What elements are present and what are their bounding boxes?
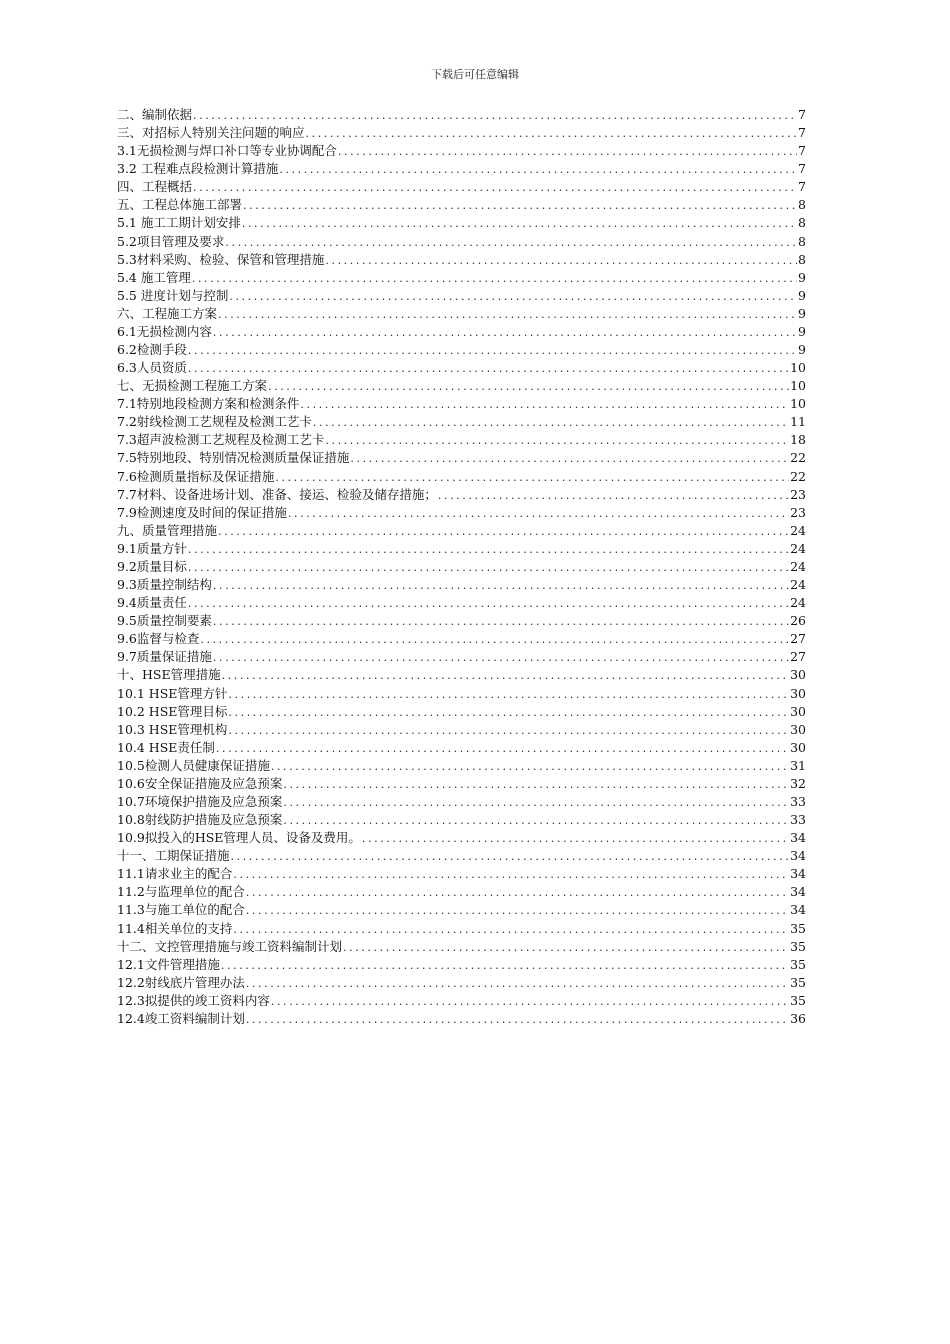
- toc-entry-page-number: 8: [798, 197, 806, 213]
- toc-entry-title[interactable]: 6.2检测手段: [117, 342, 187, 358]
- toc-entry-title[interactable]: 七、无损检测工程施工方案: [117, 378, 268, 394]
- toc-entry[interactable]: [117, 251, 806, 269]
- toc-entry-page-number: 32: [790, 775, 806, 791]
- toc-entry-title[interactable]: 9.3质量控制结构: [117, 577, 212, 593]
- toc-entry[interactable]: [117, 721, 806, 739]
- toc-entry-title[interactable]: 7.9检测速度及时间的保证措施: [117, 504, 287, 520]
- toc-entry-page-number: 10: [790, 396, 806, 412]
- toc-entry[interactable]: [117, 666, 806, 684]
- toc-dot-leader: [283, 794, 789, 811]
- toc-dot-leader: [300, 396, 789, 413]
- toc-entry[interactable]: [117, 431, 806, 449]
- toc-entry-title[interactable]: 10.5检测人员健康保证措施: [117, 757, 270, 773]
- toc-entry-title[interactable]: 六、工程施工方案: [117, 305, 218, 321]
- toc-entry-title[interactable]: 11.3与施工单位的配合: [117, 902, 245, 918]
- toc-entry[interactable]: [117, 540, 806, 558]
- toc-entry-page-number: 31: [790, 757, 806, 773]
- toc-dot-leader: [213, 649, 789, 666]
- toc-entry-page-number: 9: [798, 342, 806, 358]
- toc-entry[interactable]: [117, 829, 806, 847]
- toc-dot-leader: [213, 324, 797, 341]
- toc-entry-page-number: 11: [790, 414, 806, 430]
- toc-entry[interactable]: [117, 576, 806, 594]
- toc-entry-page-number: 22: [790, 468, 806, 484]
- toc-entry-page-number: 33: [790, 812, 806, 828]
- toc-entry-page-number: 9: [798, 323, 806, 339]
- toc-entry[interactable]: [117, 196, 806, 214]
- toc-entry-page-number: 22: [790, 450, 806, 466]
- toc-entry-title[interactable]: 9.6监督与检查: [117, 631, 200, 647]
- toc-dot-leader: [338, 143, 797, 160]
- toc-entry-page-number: 34: [790, 848, 806, 864]
- toc-entry-title[interactable]: 7.2射线检测工艺规程及检测工艺卡: [117, 414, 312, 430]
- toc-dot-leader: [200, 631, 789, 648]
- toc-entry-title[interactable]: 三、对招标人特别关注问题的响应: [117, 125, 305, 141]
- toc-entry-page-number: 18: [790, 432, 806, 448]
- toc-dot-leader: [188, 541, 789, 558]
- toc-entry-page-number: 35: [790, 920, 806, 936]
- toc-dot-leader: [193, 179, 797, 196]
- toc-entry[interactable]: [117, 865, 806, 883]
- toc-entry-page-number: 23: [790, 486, 806, 502]
- toc-entry[interactable]: [117, 449, 806, 467]
- toc-dot-leader: [343, 939, 789, 956]
- toc-entry-page-number: 35: [790, 938, 806, 954]
- toc-entry[interactable]: [117, 739, 806, 757]
- toc-dot-leader: [188, 342, 797, 359]
- toc-entry[interactable]: [117, 486, 806, 504]
- toc-dot-leader: [192, 270, 797, 287]
- toc-dot-leader: [228, 704, 789, 721]
- toc-entry[interactable]: [117, 468, 806, 486]
- toc-dot-leader: [188, 360, 789, 377]
- toc-entry-page-number: 7: [798, 179, 806, 195]
- toc-dot-leader: [213, 613, 789, 630]
- toc-entry-page-number: 27: [790, 649, 806, 665]
- toc-entry[interactable]: [117, 504, 806, 522]
- toc-entry-page-number: 10: [790, 378, 806, 394]
- toc-entry-page-number: 8: [798, 233, 806, 249]
- toc-entry-title[interactable]: 5.1 施工工期计划安排: [117, 215, 241, 231]
- toc-dot-leader: [306, 125, 798, 142]
- toc-dot-leader: [233, 866, 789, 883]
- toc-dot-leader: [221, 957, 789, 974]
- toc-entry[interactable]: [117, 612, 806, 630]
- toc-entry[interactable]: [117, 395, 806, 413]
- toc-entry-title[interactable]: 3.2 工程难点段检测计算措施: [117, 161, 279, 177]
- toc-entry-title[interactable]: 5.4 施工管理: [117, 269, 191, 285]
- toc-entry-page-number: 36: [790, 1010, 806, 1026]
- toc-entry-page-number: 33: [790, 793, 806, 809]
- toc-dot-leader: [438, 487, 789, 504]
- toc-entry-title[interactable]: 9.5质量控制要素: [117, 613, 212, 629]
- toc-entry[interactable]: [117, 377, 806, 395]
- toc-dot-leader: [362, 830, 789, 847]
- toc-entry[interactable]: [117, 974, 806, 992]
- toc-dot-leader: [242, 215, 797, 232]
- toc-entry[interactable]: [117, 956, 806, 974]
- toc-entry-page-number: 24: [790, 522, 806, 538]
- toc-entry-title[interactable]: 6.1无损检测内容: [117, 323, 212, 339]
- toc-entry[interactable]: [117, 305, 806, 323]
- toc-entry-title[interactable]: 9.4质量责任: [117, 595, 187, 611]
- toc-entry-title[interactable]: 7.5特别地段、特别情况检测质量保证措施: [117, 450, 350, 466]
- toc-entry-title[interactable]: 十一、工期保证措施: [117, 848, 230, 864]
- toc-entry[interactable]: [117, 106, 806, 124]
- toc-entry-title[interactable]: 10.6安全保证措施及应急预案: [117, 775, 283, 791]
- toc-entry-page-number: 10: [790, 360, 806, 376]
- toc-entry[interactable]: [117, 124, 806, 142]
- toc-entry-title[interactable]: 10.2 HSE管理目标: [117, 703, 228, 719]
- toc-entry[interactable]: [117, 992, 806, 1010]
- toc-dot-leader: [288, 505, 789, 522]
- toc-entry[interactable]: [117, 648, 806, 666]
- toc-entry[interactable]: [117, 594, 806, 612]
- toc-entry-page-number: 7: [798, 143, 806, 159]
- toc-entry-title[interactable]: 10.3 HSE管理机构: [117, 721, 228, 737]
- toc-dot-leader: [218, 306, 797, 323]
- toc-entry-page-number: 34: [790, 830, 806, 846]
- toc-dot-leader: [233, 921, 789, 938]
- toc-entry-title[interactable]: 九、质量管理措施: [117, 522, 218, 538]
- toc-entry-title[interactable]: 11.1请求业主的配合: [117, 866, 233, 882]
- toc-entry-page-number: 9: [798, 269, 806, 285]
- toc-entry-page-number: 24: [790, 540, 806, 556]
- toc-dot-leader: [268, 378, 789, 395]
- toc-dot-leader: [228, 686, 789, 703]
- toc-entry-page-number: 35: [790, 974, 806, 990]
- toc-dot-leader: [218, 523, 789, 540]
- toc-entry-title[interactable]: 5.5 进度计划与控制: [117, 287, 229, 303]
- toc-dot-leader: [243, 197, 797, 214]
- toc-entry-title[interactable]: 11.2与监理单位的配合: [117, 884, 245, 900]
- toc-entry-title[interactable]: 5.3材料采购、检验、保管和管理措施: [117, 251, 325, 267]
- toc-entry-title[interactable]: 四、工程概括: [117, 179, 193, 195]
- toc-entry[interactable]: [117, 938, 806, 956]
- toc-entry-title[interactable]: 10.1 HSE管理方针: [117, 685, 228, 701]
- toc-dot-leader: [350, 450, 789, 467]
- toc-dot-leader: [229, 288, 797, 305]
- toc-entry-title[interactable]: 10.4 HSE责任制: [117, 739, 215, 755]
- toc-entry[interactable]: [117, 775, 806, 793]
- toc-entry-title[interactable]: 10.7环境保护措施及应急预案: [117, 793, 283, 809]
- toc-dot-leader: [228, 722, 789, 739]
- toc-entry[interactable]: [117, 685, 806, 703]
- toc-entry[interactable]: [117, 323, 806, 341]
- toc-dot-leader: [246, 902, 789, 919]
- toc-dot-leader: [325, 432, 789, 449]
- toc-entry-page-number: 30: [790, 685, 806, 701]
- toc-entry-title[interactable]: 7.7材料、设备进场计划、准备、接运、检验及储存措施；: [117, 486, 437, 502]
- toc-entry[interactable]: [117, 703, 806, 721]
- toc-entry[interactable]: [117, 142, 806, 160]
- toc-entry-title[interactable]: 9.7质量保证措施: [117, 649, 212, 665]
- toc-entry[interactable]: [117, 1010, 806, 1028]
- toc-entry-page-number: 35: [790, 992, 806, 1008]
- toc-entry-title[interactable]: 5.2项目管理及要求: [117, 233, 225, 249]
- toc-entry-title[interactable]: 12.1文件管理措施: [117, 956, 220, 972]
- toc-entry[interactable]: [117, 233, 806, 251]
- toc-dot-leader: [213, 577, 789, 594]
- toc-entry-title[interactable]: 9.2质量目标: [117, 558, 187, 574]
- toc-entry-page-number: 34: [790, 902, 806, 918]
- toc-dot-leader: [271, 758, 789, 775]
- toc-entry-title[interactable]: 10.8射线防护措施及应急预案: [117, 812, 283, 828]
- toc-entry[interactable]: [117, 522, 806, 540]
- toc-entry-page-number: 34: [790, 884, 806, 900]
- toc-entry-page-number: 30: [790, 703, 806, 719]
- toc-entry-page-number: 30: [790, 739, 806, 755]
- toc-entry[interactable]: [117, 214, 806, 232]
- toc-entry-page-number: 24: [790, 595, 806, 611]
- toc-dot-leader: [313, 414, 789, 431]
- toc-entry[interactable]: [117, 901, 806, 919]
- toc-entry[interactable]: [117, 630, 806, 648]
- toc-dot-leader: [188, 595, 789, 612]
- toc-entry-page-number: 23: [790, 504, 806, 520]
- toc-entry-page-number: 7: [798, 125, 806, 141]
- toc-entry-title[interactable]: 二、编制依据: [117, 107, 193, 122]
- toc-entry-page-number: 8: [798, 215, 806, 231]
- toc-entry[interactable]: [117, 359, 806, 377]
- toc-entry-title[interactable]: 6.3人员资质: [117, 360, 187, 376]
- toc-entry-title[interactable]: 3.1无损检测与焊口补口等专业协调配合: [117, 143, 337, 159]
- toc-dot-leader: [271, 993, 789, 1010]
- toc-dot-leader: [216, 740, 789, 757]
- toc-dot-leader: [188, 559, 789, 576]
- toc-dot-leader: [222, 667, 790, 684]
- toc-entry-page-number: 30: [790, 667, 806, 683]
- toc-entry-title[interactable]: 12.2射线底片管理办法: [117, 974, 245, 990]
- toc-dot-leader: [246, 975, 789, 992]
- toc-entry[interactable]: [117, 920, 806, 938]
- page-header: 下载后可任意编辑: [431, 68, 519, 81]
- toc-entry-title[interactable]: 7.6检测质量指标及保证措施: [117, 468, 275, 484]
- toc-entry-page-number: 7: [798, 107, 806, 122]
- toc-entry[interactable]: [117, 269, 806, 287]
- toc-entry-title[interactable]: 9.1质量方针: [117, 540, 187, 556]
- toc-entry[interactable]: [117, 847, 806, 865]
- toc-entry-title[interactable]: 12.4竣工资料编制计划: [117, 1010, 245, 1026]
- toc-entry-title[interactable]: 五、工程总体施工部署: [117, 197, 243, 213]
- toc-entry-title[interactable]: 12.3拟提供的竣工资料内容: [117, 992, 270, 1008]
- toc-entry[interactable]: [117, 341, 806, 359]
- toc-entry-page-number: 35: [790, 956, 806, 972]
- toc-entry-title[interactable]: 7.3超声波检测工艺规程及检测工艺卡: [117, 432, 325, 448]
- toc-dot-leader: [231, 848, 790, 865]
- toc-entry-page-number: 27: [790, 631, 806, 647]
- toc-dot-leader: [225, 234, 797, 251]
- toc-entry[interactable]: [117, 558, 806, 576]
- toc-dot-leader: [279, 161, 797, 178]
- toc-entry[interactable]: [117, 413, 806, 431]
- table-of-contents: [117, 106, 806, 1028]
- toc-entry[interactable]: [117, 757, 806, 775]
- toc-entry-page-number: 24: [790, 577, 806, 593]
- toc-entry[interactable]: [117, 287, 806, 305]
- toc-dot-leader: [283, 776, 789, 793]
- toc-entry-title[interactable]: 7.1特别地段检测方案和检测条件: [117, 396, 300, 412]
- toc-entry[interactable]: [117, 883, 806, 901]
- toc-entry[interactable]: [117, 793, 806, 811]
- toc-entry[interactable]: [117, 160, 806, 178]
- toc-entry-page-number: 34: [790, 866, 806, 882]
- toc-entry-title[interactable]: 10.9拟投入的HSE管理人员、设备及费用。: [117, 830, 361, 846]
- toc-entry-page-number: 24: [790, 558, 806, 574]
- toc-dot-leader: [325, 252, 797, 269]
- toc-entry-page-number: 8: [798, 251, 806, 267]
- toc-entry-page-number: 30: [790, 721, 806, 737]
- toc-entry-page-number: 26: [790, 613, 806, 629]
- toc-dot-leader: [246, 1011, 789, 1028]
- toc-dot-leader: [193, 107, 797, 124]
- toc-entry-page-number: 7: [798, 161, 806, 177]
- toc-dot-leader: [246, 884, 789, 901]
- toc-dot-leader: [275, 469, 789, 486]
- toc-entry[interactable]: [117, 811, 806, 829]
- toc-entry-title[interactable]: 11.4相关单位的支持: [117, 920, 233, 936]
- toc-entry[interactable]: [117, 178, 806, 196]
- toc-dot-leader: [283, 812, 789, 829]
- toc-entry-page-number: 9: [798, 305, 806, 321]
- toc-entry-title[interactable]: 十、HSE管理措施: [117, 667, 221, 683]
- toc-entry-title[interactable]: 十二、文控管理措施与竣工资料编制计划: [117, 938, 343, 954]
- toc-entry-page-number: 9: [798, 287, 806, 303]
